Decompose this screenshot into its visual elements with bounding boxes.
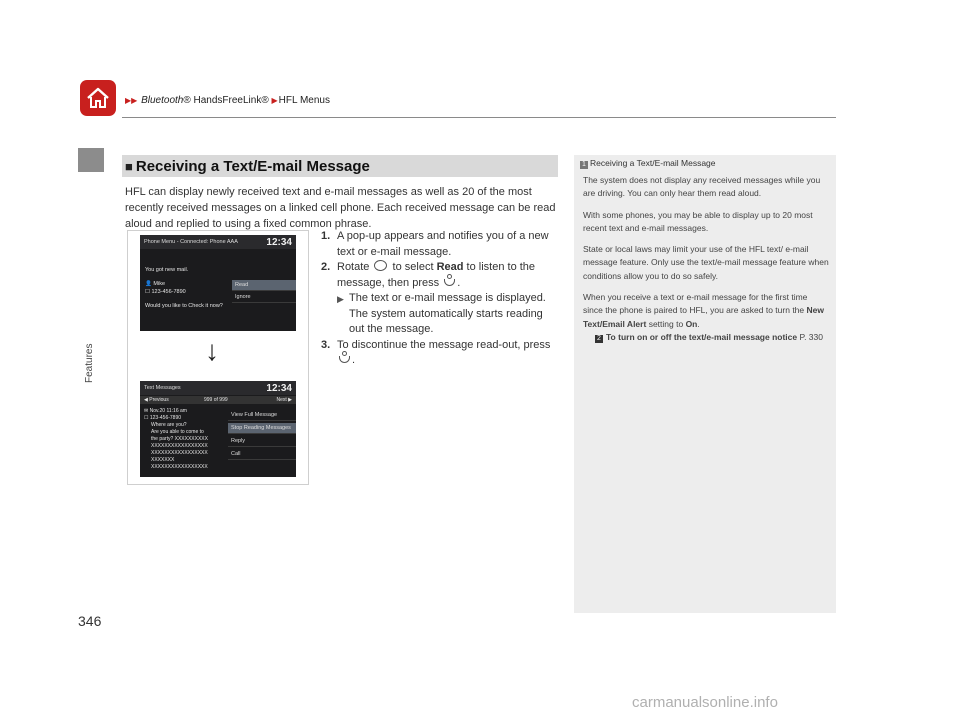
note-marker-icon: 1 — [580, 161, 588, 169]
note-text-part: . — [697, 318, 700, 329]
message-number — [144, 415, 224, 422]
setting-value: On — [685, 318, 698, 329]
screen-title: Text Messages — [144, 385, 181, 391]
person-icon: 👤 — [145, 281, 152, 287]
read-option[interactable]: Read — [232, 280, 296, 291]
call-option[interactable]: Call — [228, 449, 296, 460]
phone-icon: ☐ — [144, 415, 149, 421]
step-text-part: . — [352, 354, 356, 366]
message-body — [144, 408, 224, 471]
step-text-part: . — [457, 276, 461, 289]
step-text: A pop-up appears and notifies you of a new text or e-mail message. — [337, 230, 549, 258]
message-line: Where are you? — [151, 422, 187, 428]
note-paragraph: The system does not display any received messages while you are driving. You can only hear them read aloud. — [583, 175, 821, 199]
note-paragraph — [583, 291, 829, 331]
watermark: carmanualsonline.info — [632, 694, 778, 711]
message-line: XXXXXXXXXXXXXXXXX — [151, 450, 208, 456]
prompt-text: Would you like to Check it now? — [145, 303, 223, 309]
section-title: Receiving a Text/E-mail Message — [135, 157, 370, 175]
step-number: 2. — [321, 261, 331, 273]
sidebar-chapter-label[interactable]: Features — [84, 343, 95, 383]
step-number: 1. — [321, 230, 331, 242]
step-text-part: Rotate — [337, 261, 370, 273]
intro-paragraph: HFL can display newly received text and e-mail messages as well as 20 of the most recently received messages on a linked cell phone. Each received message can be read aloud and replied to using a fixed common phrase. — [125, 186, 556, 230]
press-knob-icon — [444, 279, 455, 286]
note-body — [583, 174, 829, 344]
contact-name-text: Mike — [153, 281, 166, 287]
step-number: 3. — [321, 338, 331, 351]
screen-header — [140, 381, 296, 395]
square-bullet-icon: ■ — [125, 158, 133, 174]
phone-icon: ☐ — [145, 289, 150, 295]
page-number: 346 — [78, 613, 102, 629]
cross-reference-icon: 2 — [595, 335, 603, 343]
message-pager — [140, 396, 296, 404]
steps-list — [321, 229, 561, 369]
reply-option[interactable]: Reply — [228, 436, 296, 447]
notification-text: You got new mail. — [145, 267, 189, 273]
note-title-text: Receiving a Text/E-mail Message — [590, 158, 716, 168]
note-paragraph: With some phones, you may be able to display up to 20 most recent text and e-mail messages. — [583, 209, 813, 233]
registered-mark: ® — [183, 95, 191, 106]
contact-number — [145, 289, 186, 295]
message-date — [144, 408, 224, 415]
step-2 — [321, 260, 561, 291]
next-label: Next — [276, 397, 287, 403]
screen-clock: 12:34 — [266, 236, 292, 248]
cross-reference-text: To turn on or off the text/e-mail message notice — [606, 331, 798, 342]
note-paragraph: State or local laws may limit your use of the HFL text/ e-mail message feature. Only use the text/e-mail message feature when conditions allow you to do so safely. — [583, 244, 829, 281]
result-arrow-icon: ▶ — [337, 294, 344, 304]
message-line: XXXXXXXXXXXXXXXXX — [151, 464, 208, 470]
screen-header — [140, 235, 296, 249]
contact-number-text: 123-456-7890 — [151, 289, 186, 295]
message-date-text: Nov.20 11:16 am — [149, 408, 187, 414]
message-line: Are you able to come to — [151, 429, 204, 435]
breadcrumb-item[interactable]: Bluetooth — [141, 95, 184, 106]
breadcrumb — [125, 95, 330, 106]
step-result-text: The text or e-mail message is displayed. The system automatically starts reading out the message. — [349, 292, 546, 335]
note-title — [580, 158, 716, 169]
breadcrumb-item[interactable]: HFL Menus — [278, 95, 330, 106]
breadcrumb-arrow-icon: ▶▶ — [125, 96, 138, 105]
step-3 — [321, 338, 561, 369]
ignore-option[interactable]: Ignore — [232, 292, 296, 303]
message-line: the party? XXXXXXXXXX — [151, 436, 208, 442]
press-knob-icon — [339, 356, 350, 363]
stop-reading-option[interactable]: Stop Reading Messages — [228, 423, 296, 434]
step-text-part: to select — [392, 261, 434, 273]
down-arrow-icon: ↓ — [205, 335, 219, 366]
step-text — [337, 260, 561, 291]
section-title-bar — [122, 155, 558, 177]
previous-label: Previous — [149, 397, 169, 403]
read-keyword: Read — [436, 261, 464, 273]
message-number-text: 123-456-7890 — [149, 415, 182, 421]
sidebar-tab-marker — [78, 148, 104, 172]
breadcrumb-arrow-icon: ▶ — [271, 96, 278, 105]
breadcrumb-item-suffix: HandsFreeLink® — [190, 95, 269, 106]
step-text — [337, 338, 561, 369]
home-button[interactable] — [80, 80, 116, 116]
step-1 — [321, 229, 561, 260]
cross-reference[interactable] — [583, 331, 829, 344]
next-button[interactable]: Next ▶ — [276, 397, 292, 403]
home-icon — [85, 86, 111, 110]
phone-menu-screen — [140, 235, 296, 331]
text-messages-screen — [140, 381, 296, 477]
message-line: XXXXXXX — [151, 457, 175, 463]
selector-knob-icon — [374, 260, 387, 271]
note-text-part: setting to — [648, 318, 684, 329]
cross-reference-page: P. 330 — [799, 331, 823, 342]
note-text-part: When you receive a text or e-mail message for the first time since the phone is paired to HFL, you are asked to turn the — [583, 292, 808, 316]
message-count: 999 of 999 — [204, 397, 228, 403]
view-full-message-option[interactable]: View Full Message — [228, 410, 296, 421]
step-text-part: to listen to the message, then press — [337, 261, 536, 289]
setting-name: New Text/Email Alert — [583, 305, 824, 329]
contact-name — [145, 281, 165, 287]
header-rule — [122, 117, 836, 118]
step-2-result — [321, 291, 561, 338]
previous-button[interactable]: ◀ Previous — [144, 397, 169, 403]
message-line: XXXXXXXXXXXXXXXXX — [151, 443, 208, 449]
screen-clock: 12:34 — [266, 382, 292, 394]
step-text-part: To discontinue the message read-out, press — [337, 338, 551, 351]
screen-title: Phone Menu - Connected: Phone AAA — [144, 239, 238, 245]
mail-icon: ✉ — [144, 408, 149, 414]
